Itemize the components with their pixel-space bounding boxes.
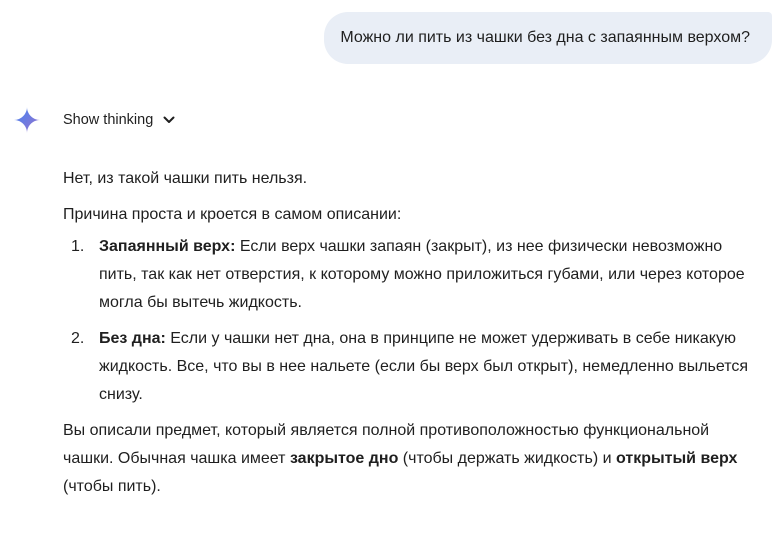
list-item [63,233,763,317]
list-item-title: Без дна: [99,330,166,347]
response-intro: Нет, из такой чашки пить нельзя. [63,170,308,187]
reasons-list [63,233,763,409]
summary-text: (чтобы держать жидкость) и [398,450,616,467]
list-number: 2. [71,330,85,347]
user-message-text: Можно ли пить из чашки без дна с запаянным верхом? [340,29,750,46]
show-thinking-toggle[interactable] [63,109,176,131]
summary-bold-open-top: открытый верх [616,450,738,467]
response-summary [63,417,763,501]
model-response [63,165,763,501]
show-thinking-label: Show thinking [63,112,154,128]
list-item-text: Если у чашки нет дна, она в принципе не может удерживать в себе никакую жидкость. Все, что вы в нее нальете (если бы верх был открыт), немедленно выльется снизу. [99,330,749,403]
summary-text: (чтобы пить). [63,478,161,495]
summary-bold-closed-bottom: закрытое дно [289,450,399,467]
list-number: 1. [71,238,85,255]
list-item [63,325,763,409]
list-item-title: Запаянный верх: [99,238,236,255]
gemini-spark-icon [14,107,40,133]
response-reason-lead: Причина проста и кроется в самом описании: [63,206,402,223]
user-message-bubble [324,12,772,64]
chevron-down-icon [162,113,176,127]
summary-text: Вы описали предмет, который является полной противоположностью функциональной чашки. Обычная чашка имеет [63,422,710,467]
list-item-text: Если верх чашки запаян (закрыт), из нее физически невозможно пить, так как нет отверстия, к которому можно приложиться губами, или через которое могла бы вытечь жидкость. [99,238,745,311]
